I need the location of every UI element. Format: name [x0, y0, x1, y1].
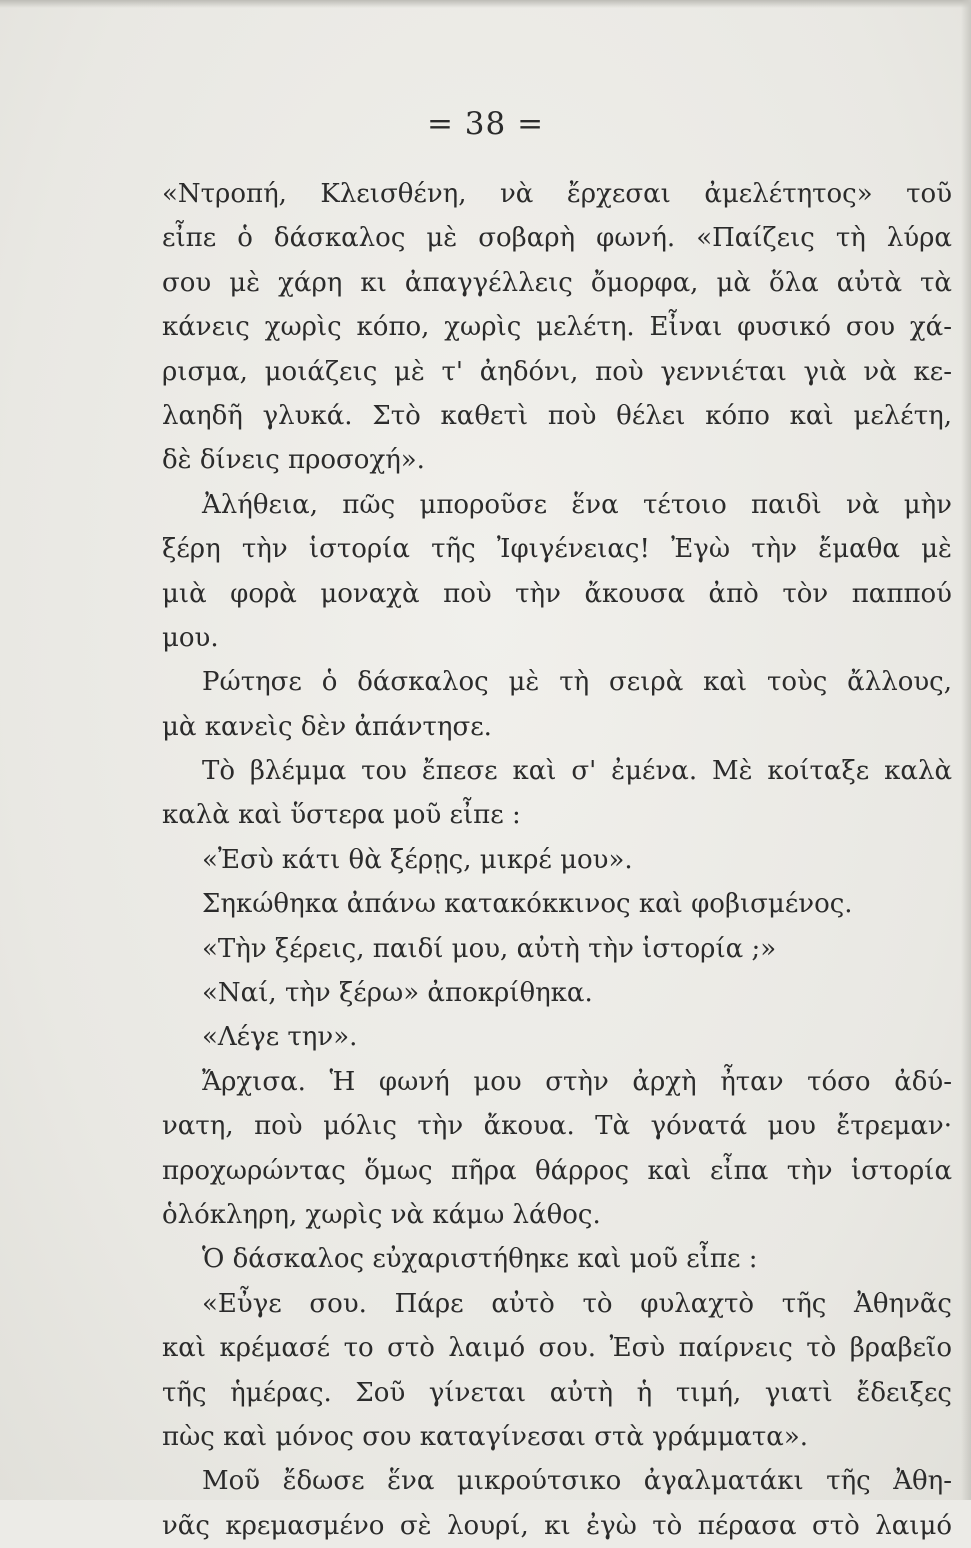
text-line: «Ἐσὺ κάτι θὰ ξέρῃς, μικρέ μου». [202, 844, 633, 875]
text-line: «Τὴν ξέρεις, παιδί μου, αὐτὴ τὴν ἱστορία ;» [202, 933, 777, 964]
text-line: μιὰ φορὰ μοναχὰ ποὺ τὴν ἄκουσα ἀπὸ τὸν παππού [162, 578, 952, 609]
text-line: νατη, ποὺ μόλις τὴν ἄκουα. Τὰ γόνατά μου ἔτρεμαν· [162, 1111, 952, 1142]
text-line: ὁλόκληρη, χωρὶς νὰ κάμω λάθος. [162, 1199, 601, 1230]
text-line: «Ντροπή, Κλεισθένη, νὰ ἔρχεσαι ἀμελέτητος» τοῦ [162, 179, 952, 209]
text-line: «Ναί, τὴν ξέρω» ἀποκρίθηκα. [202, 978, 593, 1009]
page-number: = 38 = [426, 106, 545, 142]
text-line: Σηκώθηκα ἀπάνω κατακόκκινος καὶ φοβισμένος. [202, 889, 853, 920]
text-line: μὰ κανεὶς δὲν ἀπάντησε. [162, 711, 492, 742]
text-line: Ἄρχισα. Ἡ φωνή μου στὴν ἀρχὴ ἦταν τόσο ἀδύ- [202, 1066, 952, 1097]
page-right-edge [961, 0, 971, 1500]
text-line: «Εὖγε σου. Πάρε αὐτὸ τὸ φυλαχτὸ τῆς Ἀθηνᾶς [202, 1288, 952, 1319]
text-line: δὲ δίνεις προσοχή». [162, 445, 425, 476]
text-line: «Λέγε την». [202, 1022, 358, 1053]
text-line: τῆς ἡμέρας. Σοῦ γίνεται αὐτὴ ἡ τιμή, γιατὶ ἔδειξες [162, 1377, 952, 1408]
text-line: Μοῦ ἔδωσε ἕνα μικρούτσικο ἀγαλματάκι τῆς Ἀθη- [202, 1466, 952, 1497]
text-line: εἶπε ὁ δάσκαλος μὲ σοβαρὴ φωνή. «Παίζεις τὴ λύρα [162, 223, 952, 254]
page-text [162, 172, 952, 1548]
text-line: κάνεις χωρὶς κόπο, χωρὶς μελέτη. Εἶναι φυσικό σου χά- [162, 312, 952, 343]
text-line: πὼς καὶ μόνος σου καταγίνεσαι στὰ γράμματα». [162, 1421, 809, 1452]
text-line: Τὸ βλέμμα του ἔπεσε καὶ σ' ἐμένα. Μὲ κοίταξε καλὰ [202, 756, 952, 787]
text-line: λαηδῆ γλυκά. Στὸ καθετὶ ποὺ θέλει κόπο καὶ μελέτη, [162, 400, 952, 431]
text-line: καὶ κρέμασέ το στὸ λαιμό σου. Ἐσὺ παίρνεις τὸ βραβεῖο [162, 1333, 952, 1364]
text-line: ξέρη τὴν ἱστορία τῆς Ἰφιγένειας! Ἐγὼ τὴν ἔμαθα μὲ [162, 534, 952, 565]
text-line: καλὰ καὶ ὕστερα μοῦ εἶπε : [162, 800, 521, 831]
text-line: νᾶς κρεμασμένο σὲ λουρί, κι ἐγὼ τὸ πέρασα στὸ λαιμό [162, 1510, 952, 1541]
text-line: μου. [162, 622, 219, 653]
text-line: Ὁ δάσκαλος εὐχαριστήθηκε καὶ μοῦ εἶπε : [202, 1244, 758, 1275]
text-line: Ἀλήθεια, πῶς μποροῦσε ἕνα τέτοιο παιδὶ νὰ μὴν [202, 489, 952, 520]
text-line: Ρώτησε ὁ δάσκαλος μὲ τὴ σειρὰ καὶ τοὺς ἄλλους, [202, 667, 952, 698]
text-line: ρισμα, μοιάζεις μὲ τ' ἀηδόνι, ποὺ γεννιέται γιὰ νὰ κε- [162, 356, 952, 387]
text-line: σου μὲ χάρη κι ἀπαγγέλλεις ὄμορφα, μὰ ὅλα αὐτὰ τὰ [162, 267, 952, 298]
page-top-edge [0, 0, 971, 8]
text-line: προχωρώντας ὅμως πῆρα θάρρος καὶ εἶπα τὴν ἱστορία [162, 1155, 952, 1186]
